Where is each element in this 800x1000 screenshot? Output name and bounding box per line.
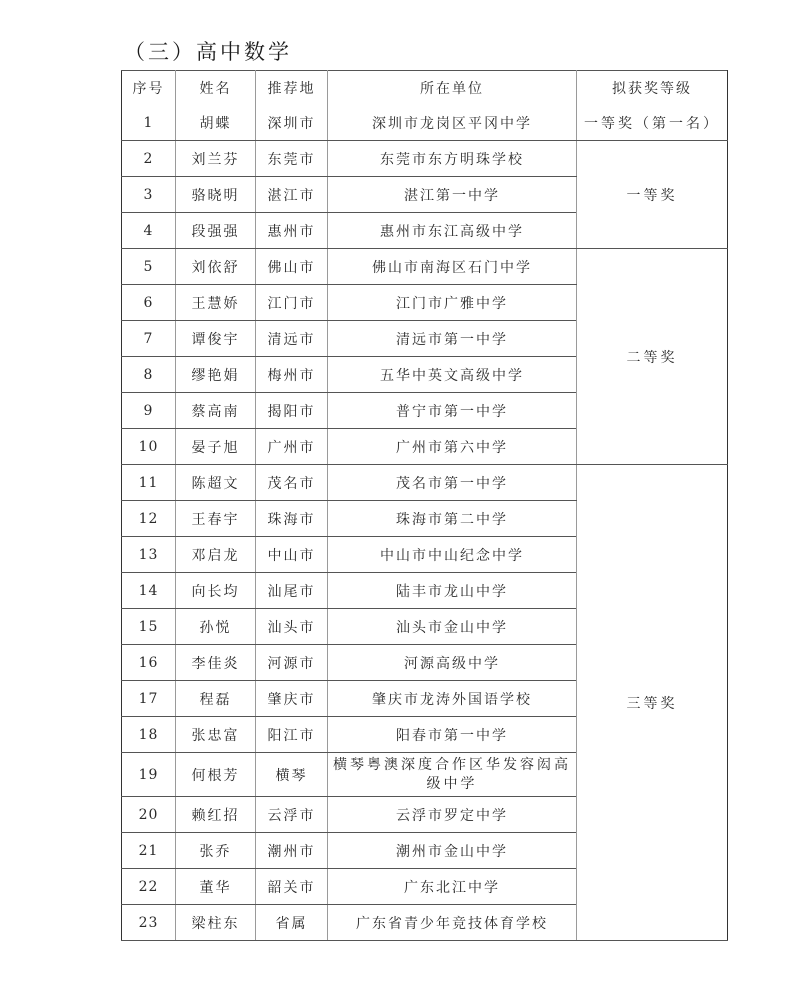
cell-unit: 中山市中山纪念中学 <box>328 537 577 573</box>
header-award: 拟获奖等级 <box>577 71 728 106</box>
cell-no: 3 <box>122 177 176 213</box>
cell-name: 邓启龙 <box>176 537 256 573</box>
cell-place: 佛山市 <box>256 249 328 285</box>
cell-unit: 广东省青少年竞技体育学校 <box>328 905 577 941</box>
cell-no: 23 <box>122 905 176 941</box>
cell-unit: 深圳市龙岗区平冈中学 <box>328 105 577 141</box>
cell-unit: 湛江第一中学 <box>328 177 577 213</box>
cell-name: 蔡高南 <box>176 393 256 429</box>
cell-place: 湛江市 <box>256 177 328 213</box>
cell-no: 8 <box>122 357 176 393</box>
cell-place: 珠海市 <box>256 501 328 537</box>
cell-no: 16 <box>122 645 176 681</box>
cell-unit: 五华中英文高级中学 <box>328 357 577 393</box>
cell-name: 王春宇 <box>176 501 256 537</box>
cell-name: 晏子旭 <box>176 429 256 465</box>
cell-no: 14 <box>122 573 176 609</box>
cell-name: 刘依舒 <box>176 249 256 285</box>
cell-place: 揭阳市 <box>256 393 328 429</box>
cell-name: 董华 <box>176 869 256 905</box>
cell-place: 阳江市 <box>256 717 328 753</box>
cell-unit: 潮州市金山中学 <box>328 833 577 869</box>
cell-award-group-first: 一等奖 <box>577 141 728 249</box>
cell-no: 10 <box>122 429 176 465</box>
cell-place: 省属 <box>256 905 328 941</box>
cell-name: 梁柱东 <box>176 905 256 941</box>
cell-name: 程磊 <box>176 681 256 717</box>
cell-name: 段强强 <box>176 213 256 249</box>
cell-name: 骆晓明 <box>176 177 256 213</box>
award-table <box>121 70 728 941</box>
cell-place: 中山市 <box>256 537 328 573</box>
cell-place: 潮州市 <box>256 833 328 869</box>
cell-unit: 陆丰市龙山中学 <box>328 573 577 609</box>
cell-no: 13 <box>122 537 176 573</box>
cell-unit: 肇庆市龙涛外国语学校 <box>328 681 577 717</box>
cell-unit: 佛山市南海区石门中学 <box>328 249 577 285</box>
cell-unit: 惠州市东江高级中学 <box>328 213 577 249</box>
cell-place: 汕头市 <box>256 609 328 645</box>
cell-no: 2 <box>122 141 176 177</box>
cell-unit: 阳春市第一中学 <box>328 717 577 753</box>
cell-place: 清远市 <box>256 321 328 357</box>
cell-name: 李佳炎 <box>176 645 256 681</box>
cell-place: 韶关市 <box>256 869 328 905</box>
cell-unit: 云浮市罗定中学 <box>328 797 577 833</box>
cell-no: 15 <box>122 609 176 645</box>
cell-place: 茂名市 <box>256 465 328 501</box>
table-header-row <box>122 71 728 106</box>
cell-place: 河源市 <box>256 645 328 681</box>
cell-name: 刘兰芬 <box>176 141 256 177</box>
header-unit: 所在单位 <box>328 71 577 106</box>
cell-no: 17 <box>122 681 176 717</box>
cell-no: 21 <box>122 833 176 869</box>
cell-place: 梅州市 <box>256 357 328 393</box>
cell-name: 向长均 <box>176 573 256 609</box>
cell-unit: 东莞市东方明珠学校 <box>328 141 577 177</box>
cell-no: 18 <box>122 717 176 753</box>
cell-place: 横琴 <box>256 753 328 797</box>
cell-unit: 普宁市第一中学 <box>328 393 577 429</box>
cell-no: 6 <box>122 285 176 321</box>
table-row <box>122 105 728 141</box>
header-no: 序号 <box>122 71 176 106</box>
cell-place: 江门市 <box>256 285 328 321</box>
table-row <box>122 465 728 501</box>
cell-place: 肇庆市 <box>256 681 328 717</box>
cell-no: 22 <box>122 869 176 905</box>
cell-no: 4 <box>122 213 176 249</box>
cell-name: 孙悦 <box>176 609 256 645</box>
cell-unit: 江门市广雅中学 <box>328 285 577 321</box>
cell-no: 19 <box>122 753 176 797</box>
cell-name: 胡蝶 <box>176 105 256 141</box>
cell-place: 深圳市 <box>256 105 328 141</box>
cell-no: 7 <box>122 321 176 357</box>
cell-award-group-third: 三等奖 <box>577 465 728 941</box>
cell-unit: 珠海市第二中学 <box>328 501 577 537</box>
cell-award-group-second: 二等奖 <box>577 249 728 465</box>
cell-name: 何根芳 <box>176 753 256 797</box>
cell-place: 东莞市 <box>256 141 328 177</box>
cell-place: 云浮市 <box>256 797 328 833</box>
cell-name: 王慧娇 <box>176 285 256 321</box>
cell-no: 20 <box>122 797 176 833</box>
cell-place: 惠州市 <box>256 213 328 249</box>
cell-award: 一等奖（第一名） <box>577 105 728 141</box>
header-name: 姓名 <box>176 71 256 106</box>
cell-no: 1 <box>122 105 176 141</box>
cell-place: 汕尾市 <box>256 573 328 609</box>
header-place: 推荐地 <box>256 71 328 106</box>
cell-unit: 清远市第一中学 <box>328 321 577 357</box>
cell-unit: 河源高级中学 <box>328 645 577 681</box>
table-row <box>122 249 728 285</box>
cell-no: 5 <box>122 249 176 285</box>
cell-name: 缪艳娟 <box>176 357 256 393</box>
cell-place: 广州市 <box>256 429 328 465</box>
cell-no: 9 <box>122 393 176 429</box>
cell-no: 12 <box>122 501 176 537</box>
cell-name: 谭俊宇 <box>176 321 256 357</box>
cell-unit: 茂名市第一中学 <box>328 465 577 501</box>
cell-unit: 汕头市金山中学 <box>328 609 577 645</box>
cell-name: 陈超文 <box>176 465 256 501</box>
cell-name: 张乔 <box>176 833 256 869</box>
cell-no: 11 <box>122 465 176 501</box>
cell-unit: 广州市第六中学 <box>328 429 577 465</box>
cell-unit: 横琴粤澳深度合作区华发容闳高级中学 <box>328 753 577 797</box>
section-title: （三）高中数学 <box>124 40 292 64</box>
cell-name: 张忠富 <box>176 717 256 753</box>
cell-name: 赖红招 <box>176 797 256 833</box>
table-row <box>122 141 728 177</box>
cell-unit: 广东北江中学 <box>328 869 577 905</box>
